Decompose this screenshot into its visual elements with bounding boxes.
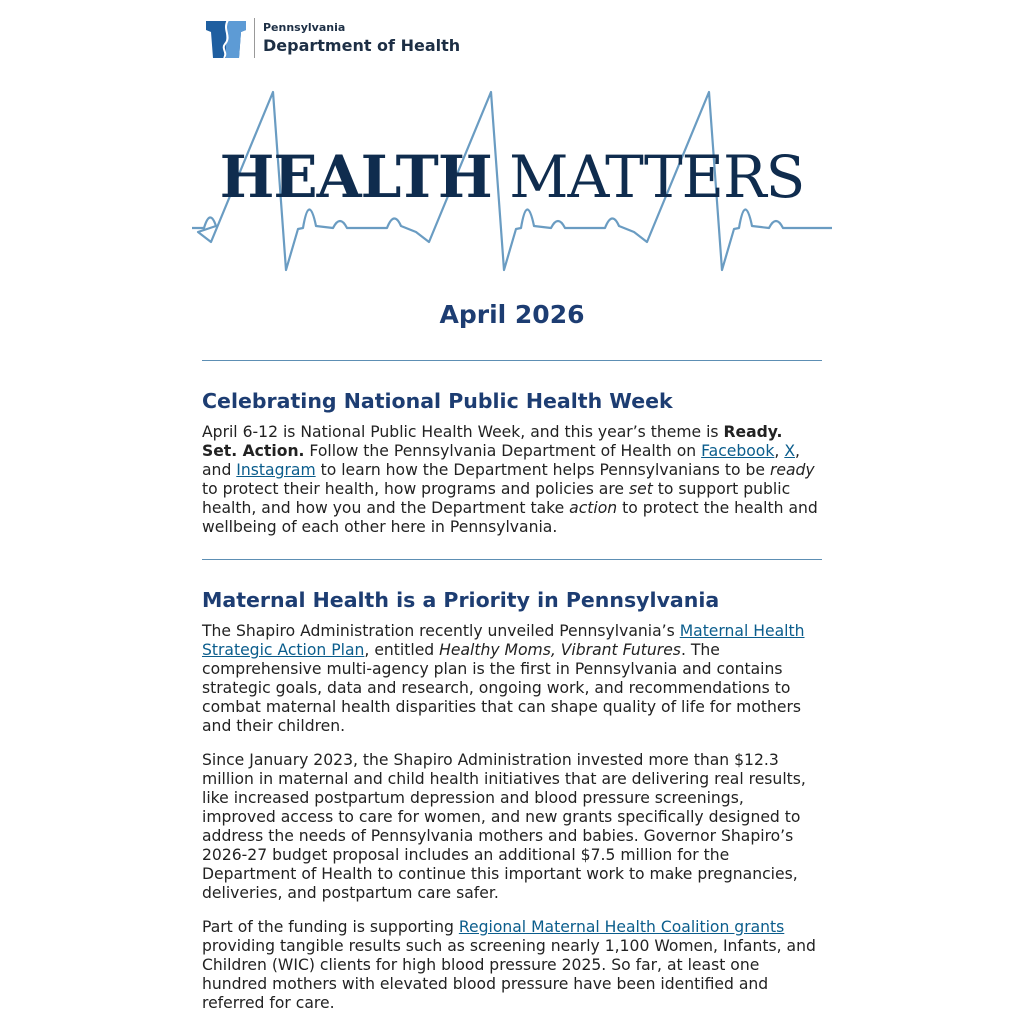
logo-line1: Pennsylvania: [263, 21, 346, 34]
x-link[interactable]: X: [784, 442, 795, 460]
instagram-link[interactable]: Instagram: [236, 461, 316, 479]
facebook-link[interactable]: Facebook: [701, 442, 775, 460]
keystone-icon: [206, 18, 246, 58]
coalition-grants-link[interactable]: Regional Maternal Health Coalition grants: [458, 918, 785, 936]
section-paragraph: Part of the funding is supporting Regional Maternal Health Coalition grants providing tangible results such as screening nearly 1,100 Women, Infants, and Children (WIC) clients for high blood pressure 2025. So far, at least one hundred mothers with elevated blood pressure have been identified and referred for care.: [202, 918, 816, 1012]
section-heading: Maternal Health is a Priority in Pennsylvania: [202, 588, 720, 612]
section-paragraph: Since January 2023, the Shapiro Administration invested more than $12.3 million in maternal and child health initiatives that are delivering real results, like increased postpartum depression and blood pressure screenings, improved access to care for women, and new grants specifically designed to address the needs of Pennsylvania mothers and babies. Governor Shapiro’s 2026-27 budget proposal includes an additional $7.5 million for the Department of Health to continue this important work to make pregnancies, deliveries, and postpartum care safer.: [202, 751, 806, 902]
title-regular: MATTERS: [509, 143, 805, 211]
section-heading: Celebrating National Public Health Week: [202, 389, 673, 413]
logo-divider: [254, 18, 255, 58]
divider: [202, 360, 822, 361]
pa-doh-logo[interactable]: [206, 18, 460, 58]
logo-line2: Department of Health: [263, 36, 461, 55]
issue-date: April 2026: [439, 300, 585, 329]
maternal-health-plan-link[interactable]: Maternal Health Strategic Action Plan: [202, 622, 805, 659]
section-paragraph: The Shapiro Administration recently unveiled Pennsylvania’s Maternal Health Strategic Action Plan, entitled Healthy Moms, Vibrant Futures. The comprehensive multi-agency plan is the first in Pennsylvania and contains strategic goals, data and research, ongoing work, and recommendations to combat maternal health disparities that can shape quality of life for mothers and their children.: [202, 622, 805, 735]
divider: [202, 559, 822, 560]
health-matters-banner: [192, 88, 832, 278]
newsletter-title: [192, 143, 832, 211]
title-bold: HEALTH: [219, 143, 492, 211]
newsletter-body: [202, 360, 822, 1028]
section-paragraph: April 6-12 is National Public Health Week, and this year’s theme is Ready. Set. Action. Follow the Pennsylvania Department of Health on Facebook, X, and Instagram to learn how the Department helps Pennsylvanians to be ready to protect their health, how programs and policies are set to support public health, and how you and the Department take action to protect the health and wellbeing of each other here in Pennsylvania.: [202, 423, 818, 536]
